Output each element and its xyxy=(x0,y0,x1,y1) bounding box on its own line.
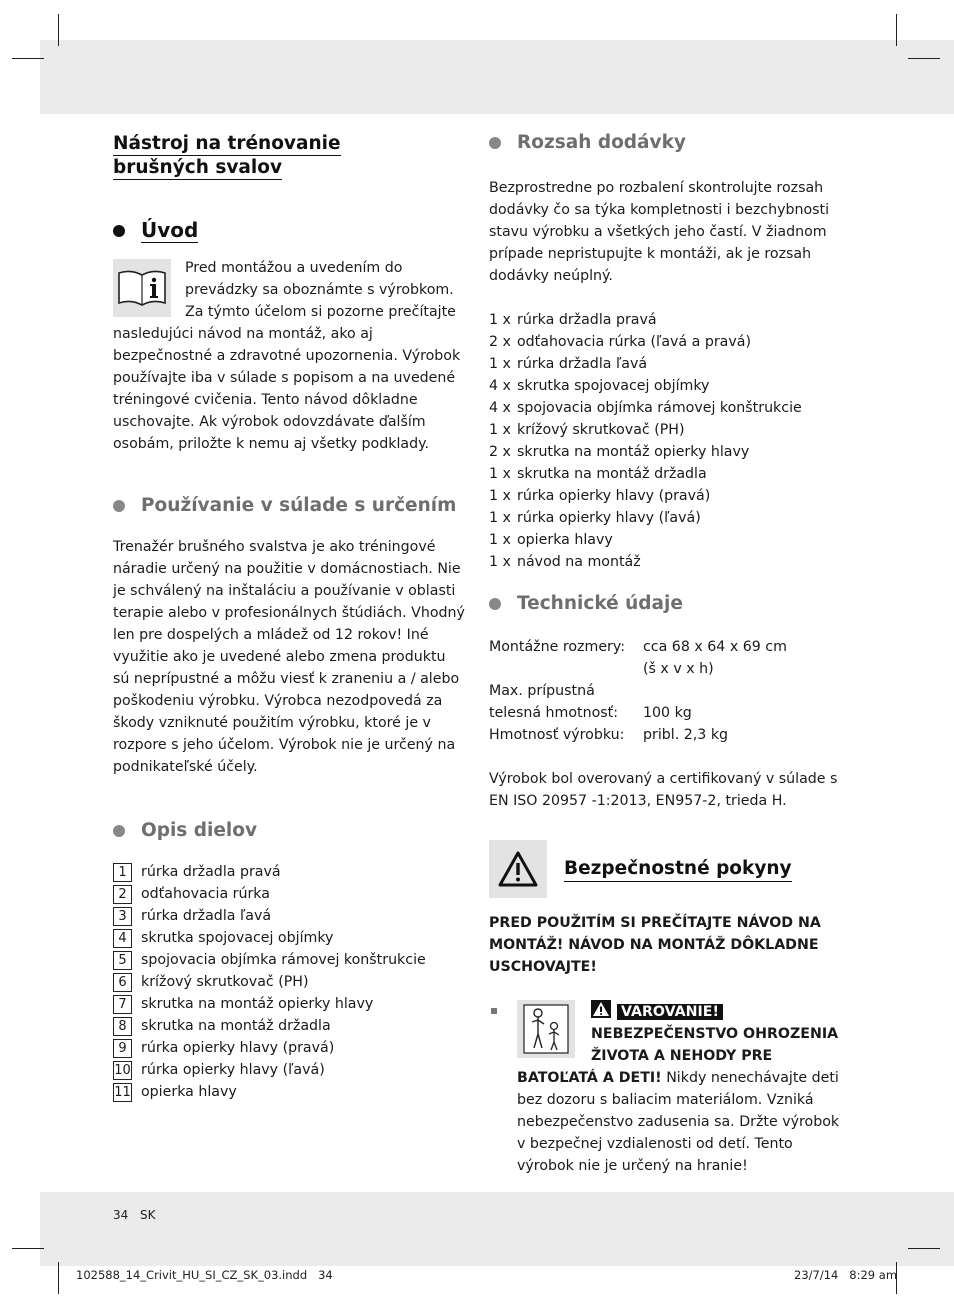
left-column xyxy=(113,128,465,1103)
info-book-icon xyxy=(113,259,171,317)
title-line-1: Nástroj na trénovanie xyxy=(113,133,341,154)
spec-row: telesná hmotnosť: 100 kg xyxy=(489,705,692,721)
intended-use-text: Trenažér brušného svalstva je ako tréningové náradie určený na použitie v domácnostiach. Nie je schválený na inštaláciu a používanie v oblasti terapie alebo v profesionálnych štúdiách. Vhodný len pre dospelých a mládež od 12 rokov! Iné využitie ako je uvedené alebo zmena produktu sú neprípustné a môžu viesť k zraneniu a / alebo poškodeniu výrobku. Výrobca nezodpovedá za škody vzniknuté použitím výrobku, ktoré je v rozpore s jeho účelom. Výrobok nie je určený na podnikateľské účely. xyxy=(113,539,465,775)
crop-mark xyxy=(12,1248,44,1249)
safety-caps-text: PRED POUŽITÍM SI PREČÍTAJTE NÁVOD NA MONTÁŽ! NÁVOD NA MONTÁŽ DÔKLADNE USCHOVAJTE! xyxy=(489,915,821,975)
warning-item xyxy=(489,1000,841,1177)
bullet-icon xyxy=(489,137,501,149)
intro-text: Pred montážou a uvedením do prevádzky sa oboznámte s výrobkom. Za týmto účelom si pozorne prečítajte nasledujúci návod na montáž, ako aj bezpečnostné a zdravotné upozornenia. Výrobok používajte iba v súlade s popisom a na uvedené tréningové cvičenia. Tento návod dôkladne uschovajte. Ak výrobok odovzdávate ďalším osobám, priložte k nemu aj všetky podklady. xyxy=(113,260,461,452)
list-item: 2 x skrutka na montáž opierky hlavy xyxy=(489,444,750,460)
list-item: 9 rúrka opierky hlavy (pravá) xyxy=(113,1037,465,1059)
certification-text: Výrobok bol overovaný a certifikovaný v súlade s EN ISO 20957 -1:2013, EN957-2, trieda H. xyxy=(489,771,838,809)
list-item: 5 spojovacia objímka rámovej konštrukcie xyxy=(113,949,465,971)
safety-heading: Bezpečnostné pokyny xyxy=(489,840,841,898)
list-item: 1 x rúrka opierky hlavy (ľavá) xyxy=(489,510,701,526)
list-item: 3 rúrka držadla ľavá xyxy=(113,905,465,927)
spec-row: Max. prípustná xyxy=(489,683,595,699)
file-info: 102588_14_Crivit_HU_SI_CZ_SK_03.indd 34 xyxy=(76,1268,333,1282)
technical-heading: Technické údaje xyxy=(489,593,841,614)
warning-triangle-icon xyxy=(489,840,547,898)
parts-list xyxy=(113,861,465,1103)
list-item: 4 x spojovacia objímka rámovej konštrukcie xyxy=(489,400,802,416)
delivery-list xyxy=(489,309,841,573)
list-item: 1 x krížový skrutkovač (PH) xyxy=(489,422,685,438)
crop-mark xyxy=(908,1248,940,1249)
list-item: 2 odťahovacia rúrka xyxy=(113,883,465,905)
list-item: 7 skrutka na montáž opierky hlavy xyxy=(113,993,465,1015)
parts-heading: Opis dielov xyxy=(113,820,465,841)
bullet-icon xyxy=(113,500,125,512)
spec-table xyxy=(489,636,841,746)
right-column xyxy=(489,128,841,1177)
spec-row: Montážne rozmery: cca 68 x 64 x 69 cm xyxy=(489,639,787,655)
crop-mark xyxy=(58,1262,59,1294)
list-item: 8 skrutka na montáž držadla xyxy=(113,1015,465,1037)
crop-mark xyxy=(12,58,44,59)
delivery-heading: Rozsah dodávky xyxy=(489,132,841,153)
list-item: 1 x opierka hlavy xyxy=(489,532,613,548)
bullet-icon xyxy=(113,225,125,237)
bullet-icon xyxy=(489,598,501,610)
date-info: 23/7/14 8:29 am xyxy=(794,1268,898,1282)
square-bullet-icon xyxy=(491,1008,497,1014)
delivery-text: Bezprostredne po rozbalení skontrolujte rozsah dodávky čo sa týka kompletnosti i bezchybnosti stavu výrobku a všetkých jeho častí. V žiadnom prípade nepristupujte k montáži, ak je rozsah dodávky neúplný. xyxy=(489,180,830,284)
list-item: 4 skrutka spojovacej objímky xyxy=(113,927,465,949)
warning-triangle-icon xyxy=(591,1000,611,1018)
list-item: 2 x odťahovacia rúrka (ľavá a pravá) xyxy=(489,334,751,350)
intro-section xyxy=(113,257,465,455)
list-item: 6 krížový skrutkovač (PH) xyxy=(113,971,465,993)
language-code: SK xyxy=(140,1208,156,1222)
spec-row: (š x v x h) xyxy=(643,661,714,677)
list-item: 1 x rúrka opierky hlavy (pravá) xyxy=(489,488,711,504)
child-warning-icon xyxy=(517,1000,575,1058)
list-item: 11 opierka hlavy xyxy=(114,1084,237,1100)
document-title xyxy=(113,132,465,180)
spec-row: Hmotnosť výrobku: pribl. 2,3 kg xyxy=(489,727,729,743)
intended-use-heading: Používanie v súlade s určením xyxy=(113,495,465,516)
list-item: 1 x rúrka držadla ľavá xyxy=(489,356,648,372)
list-item: 10 rúrka opierky hlavy (ľavá) xyxy=(114,1062,325,1078)
crop-mark xyxy=(908,58,940,59)
list-item: 1 rúrka držadla pravá xyxy=(113,861,465,883)
crop-mark xyxy=(896,14,897,46)
header-band xyxy=(40,40,954,114)
title-line-2: brušných svalov xyxy=(113,157,283,178)
list-item: 1 x skrutka na montáž držadla xyxy=(489,466,707,482)
warning-body-text: Nikdy nenechávajte deti bez dozoru s baliacim materiálom. Vzniká nebezpečenstvo zadusenia sa. Držte výrobok v bezpečnej vzdialenosti od detí. Tento výrobok nie je určený na hranie! xyxy=(517,1070,840,1174)
crop-mark xyxy=(58,14,59,46)
intro-heading: Úvod xyxy=(113,218,465,243)
bullet-icon xyxy=(113,825,125,837)
list-item: 1 x návod na montáž xyxy=(489,554,641,570)
list-item: 4 x skrutka spojovacej objímky xyxy=(489,378,710,394)
footer-band xyxy=(40,1192,954,1266)
list-item: 1 x rúrka držadla pravá xyxy=(489,312,657,328)
warning-label: VAROVANIE! xyxy=(617,1004,723,1020)
warning-bold-text: NEBEZPEČENSTVO OHROZENIA ŽIVOTA A NEHODY PRE BATOĽATÁ A DETI! xyxy=(517,1026,839,1086)
page-number: 34 xyxy=(113,1208,129,1222)
